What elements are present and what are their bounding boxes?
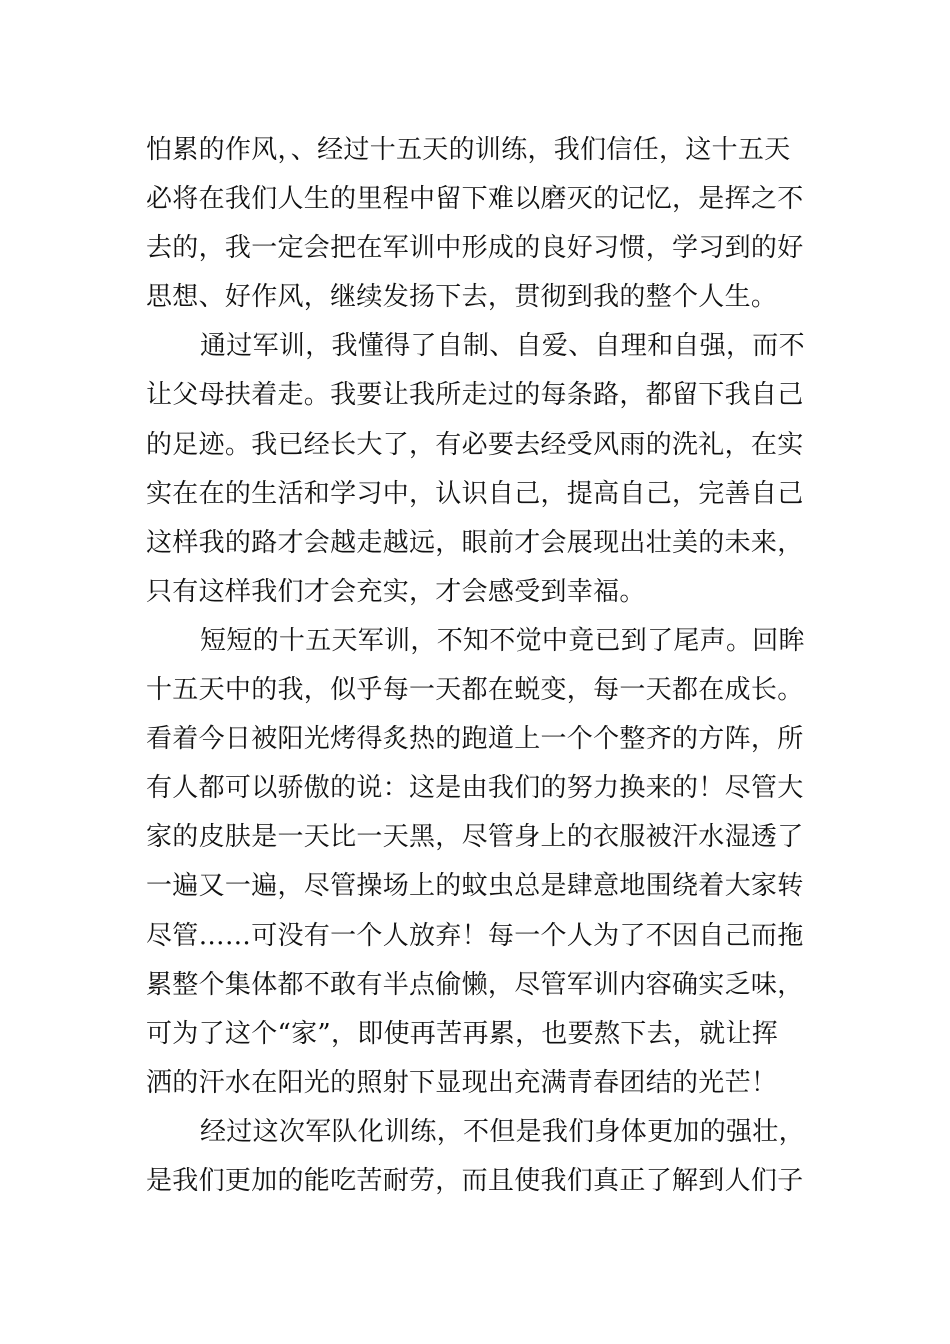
text-line: 可为了这个“家”，即使再苦再累，也要熬下去，就让挥 [146, 1018, 779, 1049]
text-line: 短短的十五天军训，不知不觉中竟已到了尾声。回眸 [200, 625, 805, 656]
text-line: 这样我的路才会越走越远，眼前才会展现出壮美的未来， [146, 527, 804, 558]
text-line: 累整个集体都不敢有半点偷懒，尽管军训内容确实乏味， [146, 969, 804, 1000]
text-line: 有人都可以骄傲的说：这是由我们的努力换来的！尽管大 [146, 773, 804, 804]
text-line: 一遍又一遍，尽管操场上的蚊虫总是肆意地围绕着大家转 [146, 871, 804, 902]
text-line: 通过军训，我懂得了自制、自爱、自理和自强，而不 [200, 331, 805, 362]
text-line: 去的，我一定会把在军训中形成的良好习惯，学习到的好 [146, 233, 804, 264]
document-body-text [146, 126, 810, 1206]
text-line: 思想、好作风，继续发扬下去，贯彻到我的整个人生。 [146, 282, 778, 313]
text-line: 看着今日被阳光烤得炙热的跑道上一个个整齐的方阵，所 [146, 724, 804, 755]
text-line: 实在在的生活和学习中，认识自己，提高自己，完善自己 [146, 478, 804, 509]
text-line: 只有这样我们才会充实，才会感受到幸福。 [146, 576, 646, 607]
text-line: 的足迹。我已经长大了，有必要去经受风雨的洗礼，在实 [146, 429, 804, 460]
text-line: 是我们更加的能吃苦耐劳，而且使我们真正了解到人们子 [146, 1165, 804, 1196]
text-line: 怕累的作风，、经过十五天的训练，我们信任，这十五天 [146, 135, 791, 165]
text-line: 洒的汗水在阳光的照射下显现出充满青春团结的光芒！ [146, 1067, 778, 1098]
text-line: 尽管……可没有一个人放弃！每一个人为了不因自己而拖 [146, 920, 804, 951]
text-line: 必将在我们人生的里程中留下难以磨灭的记忆，是挥之不 [146, 184, 804, 215]
text-line: 经过这次军队化训练，不但是我们身体更加的强壮， [200, 1116, 805, 1147]
text-line: 家的皮肤是一天比一天黑，尽管身上的衣服被汗水湿透了 [146, 822, 804, 853]
text-line: 十五天中的我，似乎每一天都在蜕变，每一天都在成长。 [146, 675, 804, 706]
text-line: 让父母扶着走。我要让我所走过的每条路，都留下我自己 [146, 380, 804, 411]
